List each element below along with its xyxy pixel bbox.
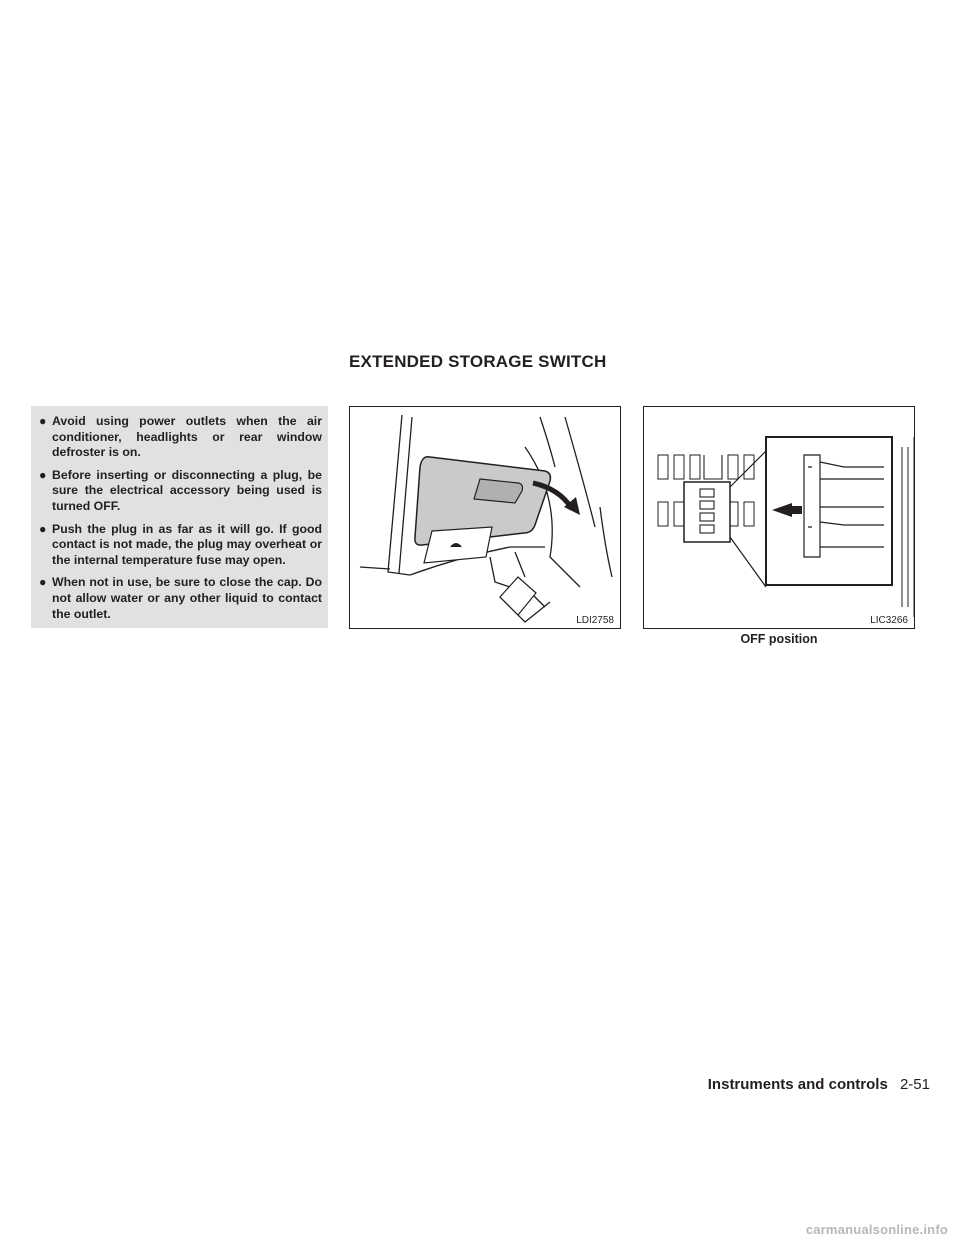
page-footer <box>708 1076 930 1093</box>
figure-caption: OFF position <box>740 632 818 646</box>
caution-item-text: When not in use, be sure to close the cap. Do not allow water or any other liquid to contact the outlet. <box>52 575 322 621</box>
storage-switch-illustration <box>644 407 915 629</box>
figure-storage-switch <box>643 406 915 629</box>
caution-item-text: Avoid using power outlets when the air conditioner, headlights or rear window defroster is on. <box>52 414 322 460</box>
page-number: 2-51 <box>899 1076 930 1093</box>
bullet-icon: ● <box>39 575 47 590</box>
figure-code: LDI2758 <box>576 615 614 626</box>
caution-item-text: Push the plug in as far as it will go. If good contact is not made, the plug may overheat or the internal temperature fuse may open. <box>52 521 322 567</box>
pedal <box>500 577 536 615</box>
glove-box-illustration <box>350 407 621 629</box>
watermark: carmanualsonline.info <box>805 1222 948 1237</box>
figure-glove-box <box>349 406 621 629</box>
figure-code: LIC3266 <box>870 615 908 626</box>
caution-item <box>39 522 322 569</box>
section-heading: EXTENDED STORAGE SWITCH <box>349 352 607 371</box>
caution-item <box>39 468 322 515</box>
caution-item <box>39 575 322 622</box>
caution-item-text: Before inserting or disconnecting a plug, be sure the electrical accessory being used is turned OFF. <box>52 467 322 513</box>
bullet-icon: ● <box>39 414 47 428</box>
bullet-icon: ● <box>39 467 47 482</box>
footer-section-title: Instruments and controls <box>707 1076 888 1093</box>
caution-box <box>31 406 328 628</box>
caution-item <box>39 414 322 461</box>
bullet-icon: ● <box>39 521 47 536</box>
